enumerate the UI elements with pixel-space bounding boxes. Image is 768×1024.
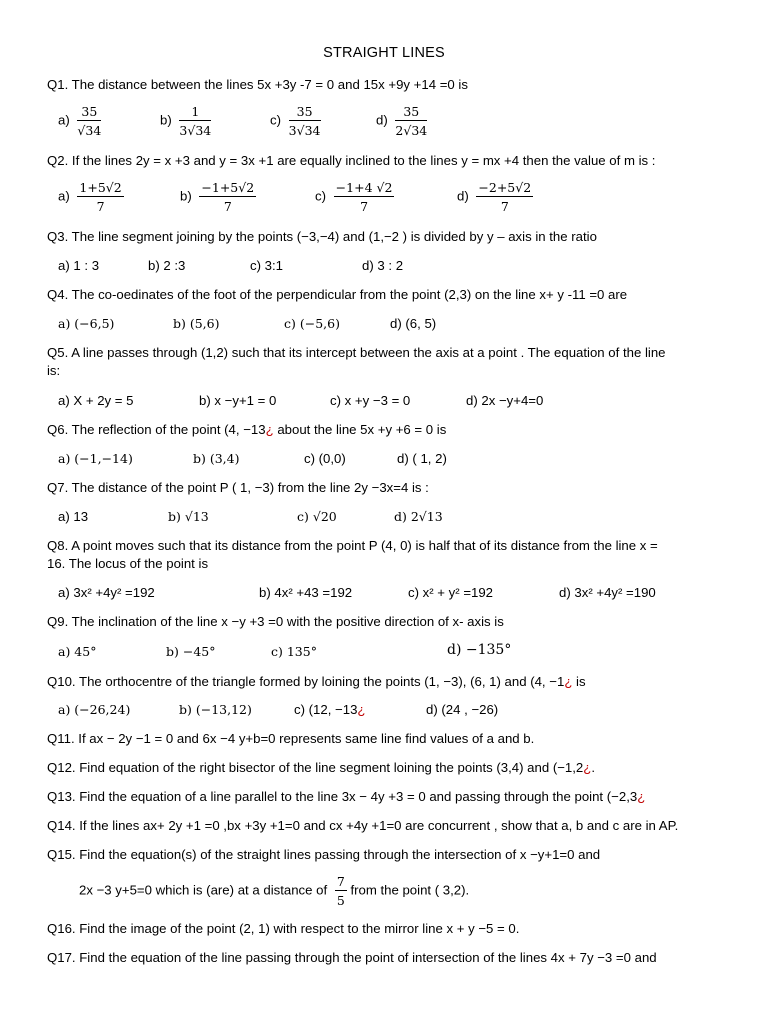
q1-option-c [270,104,321,138]
numerator: 1+5√2 [79,180,122,195]
numerator: −1+4 √2 [335,180,393,195]
question-text: Q12. Find equation of the right bisector of the line segment loining the points (3,4) and (−1,2 [47,760,584,775]
q8-option-a: a) 3x² +4y² =192 [58,585,155,600]
option-label: b) [180,188,192,204]
q2-option-c [315,180,394,214]
q8-option-d: d) 3x² +4y² =190 [559,585,656,600]
option-label: c) [270,112,281,128]
q7-option-b: b) √13 [168,509,209,524]
q6-option-c: c) (0,0) [304,451,346,466]
q6-option-b: b) (3,4) [193,451,240,466]
question-7: Q7. The distance of the point P ( 1, −3) from the line 2y −3x=4 is : [47,480,429,495]
q5-option-a: a) X + 2y = 5 [58,393,134,408]
question-text: from the point ( 3,2). [350,882,470,898]
error-mark: ¿ [583,760,592,775]
question-16: Q16. Find the image of the point (2, 1) with respect to the mirror line x + y −5 = 0. [47,921,520,936]
fraction [77,104,101,138]
option-label: a) [58,188,70,204]
q4-option-a: a) (−6,5) [58,316,115,331]
q8-option-c: c) x² + y² =192 [408,585,494,600]
q4-option-b: b) (5,6) [173,316,220,331]
numerator: 35 [395,104,427,121]
q4-option-d: d) (6, 5) [390,316,437,331]
denominator: 5 [336,893,345,908]
numerator: 35 [289,104,321,121]
option-label: d) [457,188,469,204]
q10-option-b: b) (−13,12) [179,702,252,717]
question-1: Q1. The distance between the lines 5x +3y -7 = 0 and 15x +9y +14 =0 is [47,77,468,92]
question-12 [47,760,595,775]
denominator: √34 [77,123,102,138]
q6-option-a: a) (−1,−14) [58,451,133,466]
denominator: 7 [96,199,105,214]
question-5-line-1: Q5. A line passes through (1,2) such that its intercept between the axis at a point . The equation of the line [47,345,666,360]
question-text: . [591,760,595,775]
numerator: −1+5√2 [201,180,255,195]
denominator: 7 [223,199,232,214]
q3-option-a: a) 1 : 3 [58,258,100,273]
q3-option-d: d) 3 : 2 [362,258,404,273]
q1-option-a [58,104,101,138]
question-text: Q6. The reflection of the point (4, −13 [47,422,266,437]
question-17: Q17. Find the equation of the line passing through the point of intersection of the lines 4x + 7y −3 =0 and [47,950,657,965]
q5-option-b: b) x −y+1 = 0 [199,393,277,408]
option-text: c) (12, −13 [294,702,358,717]
denominator: 7 [360,199,369,214]
q2-option-b [180,180,256,214]
fraction [395,104,427,138]
question-3: Q3. The line segment joining by the points (−3,−4) and (1,−2 ) is divided by y – axis in the ratio [47,229,597,244]
q10-option-d: d) (24 , −26) [426,702,499,717]
fraction [476,180,533,214]
q4-option-c: c) (−5,6) [284,316,340,331]
question-13 [47,789,645,804]
option-label: b) [160,112,172,128]
error-mark: ¿ [637,789,646,804]
page-title: STRAIGHT LINES [323,45,445,61]
question-11: Q11. If ax − 2y −1 = 0 and 6x −4 y+b=0 represents same line find values of a and b. [47,731,535,746]
question-text: about the line 5x +y +6 = 0 is [273,422,447,437]
error-mark: ¿ [265,422,274,437]
q9-option-d: d) −135° [447,642,512,658]
question-14: Q14. If the lines ax+ 2y +1 =0 ,bx +3y +1=0 and cx +4y +1=0 are concurrent , show that a, b and c are in AP. [47,818,679,833]
q7-option-c: c) √20 [297,509,337,524]
numerator: −2+5√2 [478,180,532,195]
fraction [179,104,211,138]
question-text: Q10. The orthocentre of the triangle formed by loining the points (1, −3), (6, 1) and (4, −1 [47,674,565,689]
denominator: 2√34 [395,123,428,138]
question-text: Q13. Find the equation of a line parallel to the line 3x − 4y +3 = 0 and passing through the point (−2,3 [47,789,638,804]
denominator: 3√34 [179,123,212,138]
q3-option-b: b) 2 :3 [148,258,186,273]
q1-option-d [376,104,427,138]
question-15-line-2 [79,874,469,908]
question-text: 2x −3 y+5=0 which is (are) at a distance of [79,882,328,898]
question-8-line-1: Q8. A point moves such that its distance from the point P (4, 0) is half that of its distance from the line x = [47,538,658,553]
question-10 [47,674,586,689]
question-15-line-1: Q15. Find the equation(s) of the straight lines passing through the intersection of x −y+1=0 and [47,847,601,862]
question-2: Q2. If the lines 2y = x +3 and y = 3x +1 are equally inclined to the lines y = mx +4 then the value of m is : [47,153,656,168]
denominator: 3√34 [288,123,321,138]
q9-option-c: c) 135° [271,644,317,659]
q9-option-a: a) 45° [58,644,97,659]
q5-option-c: c) x +y −3 = 0 [330,393,411,408]
option-label: c) [315,188,326,204]
numerator: 35 [77,104,101,121]
denominator: 7 [500,199,509,214]
question-6 [47,422,446,437]
error-mark: ¿ [357,702,366,717]
q10-option-a: a) (−26,24) [58,702,131,717]
q9-option-b: b) −45° [166,644,216,659]
q2-option-a [58,180,124,214]
option-label: d) [376,112,388,128]
fraction [199,180,256,214]
question-4: Q4. The co-oedinates of the foot of the perpendicular from the point (2,3) on the line x+ y -11 =0 are [47,287,628,302]
question-text: is [572,674,586,689]
fraction [334,180,395,214]
question-9: Q9. The inclination of the line x −y +3 =0 with the positive direction of x- axis is [47,614,504,629]
fraction [335,874,347,908]
error-mark: ¿ [564,674,573,689]
q6-option-d: d) ( 1, 2) [397,451,447,466]
q2-option-d [457,180,533,214]
q5-option-d: d) 2x −y+4=0 [466,393,544,408]
q10-option-c [294,702,365,717]
option-label: a) [58,112,70,128]
q7-option-d: d) 2√13 [394,509,443,524]
numerator: 7 [336,874,345,889]
question-5-line-2: is: [47,363,61,378]
q3-option-c: c) 3:1 [250,258,283,273]
fraction [289,104,321,138]
question-8-line-2: 16. The locus of the point is [47,556,209,571]
q7-option-a: a) 13 [58,509,89,524]
q1-option-b [160,104,211,138]
fraction [77,180,123,214]
numerator: 1 [179,104,211,121]
q8-option-b: b) 4x² +43 =192 [259,585,353,600]
